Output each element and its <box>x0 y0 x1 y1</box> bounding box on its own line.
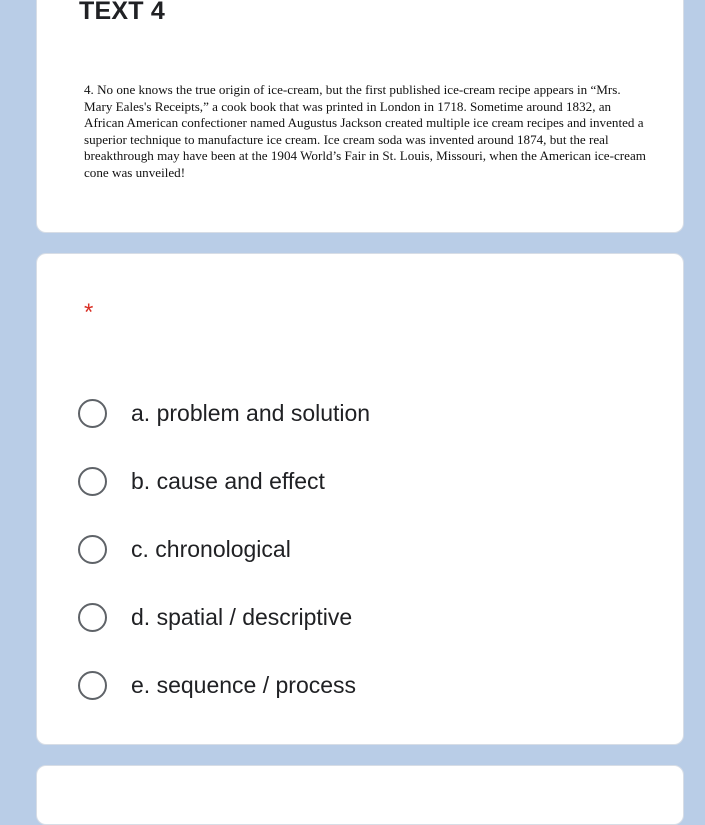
option-spatial-descriptive[interactable] <box>78 583 370 651</box>
option-label[interactable]: b. cause and effect <box>131 467 325 494</box>
required-asterisk: * <box>84 299 94 326</box>
option-label[interactable]: c. chronological <box>131 535 291 562</box>
question-card <box>36 253 684 745</box>
radio-unchecked-icon[interactable] <box>78 467 107 496</box>
radio-unchecked-icon[interactable] <box>78 535 107 564</box>
radio-unchecked-icon[interactable] <box>78 671 107 700</box>
option-problem-and-solution[interactable] <box>78 379 370 447</box>
radio-unchecked-icon[interactable] <box>78 603 107 632</box>
option-label[interactable]: a. problem and solution <box>131 399 371 426</box>
section-title: TEXT 4 <box>79 0 165 25</box>
radio-group <box>78 379 370 719</box>
option-label[interactable]: e. sequence / process <box>131 671 357 698</box>
option-chronological[interactable] <box>78 515 370 583</box>
option-label[interactable]: d. spatial / descriptive <box>131 603 353 630</box>
passage-text: 4. No one knows the true origin of ice-cream, but the first published ice-cream recipe appears in “Mrs. Mary Eales's Receipts,” a cook book that was printed in London in 1718. Sometime around 1832, an African American confectioner named Augustus Jackson created multiple ice cream recipes and invented a superior technique to manufacture ice cream. Ice cream soda was invented around 1874, but the real breakthrough may have been at the 1904 World’s Fair in St. Louis, Missouri, when the American ice-cream cone was unveiled! <box>84 82 646 180</box>
option-sequence-process[interactable] <box>78 651 370 719</box>
option-cause-and-effect[interactable] <box>78 447 370 515</box>
next-question-card <box>36 765 684 825</box>
radio-unchecked-icon[interactable] <box>78 399 107 428</box>
section-card <box>36 0 684 233</box>
